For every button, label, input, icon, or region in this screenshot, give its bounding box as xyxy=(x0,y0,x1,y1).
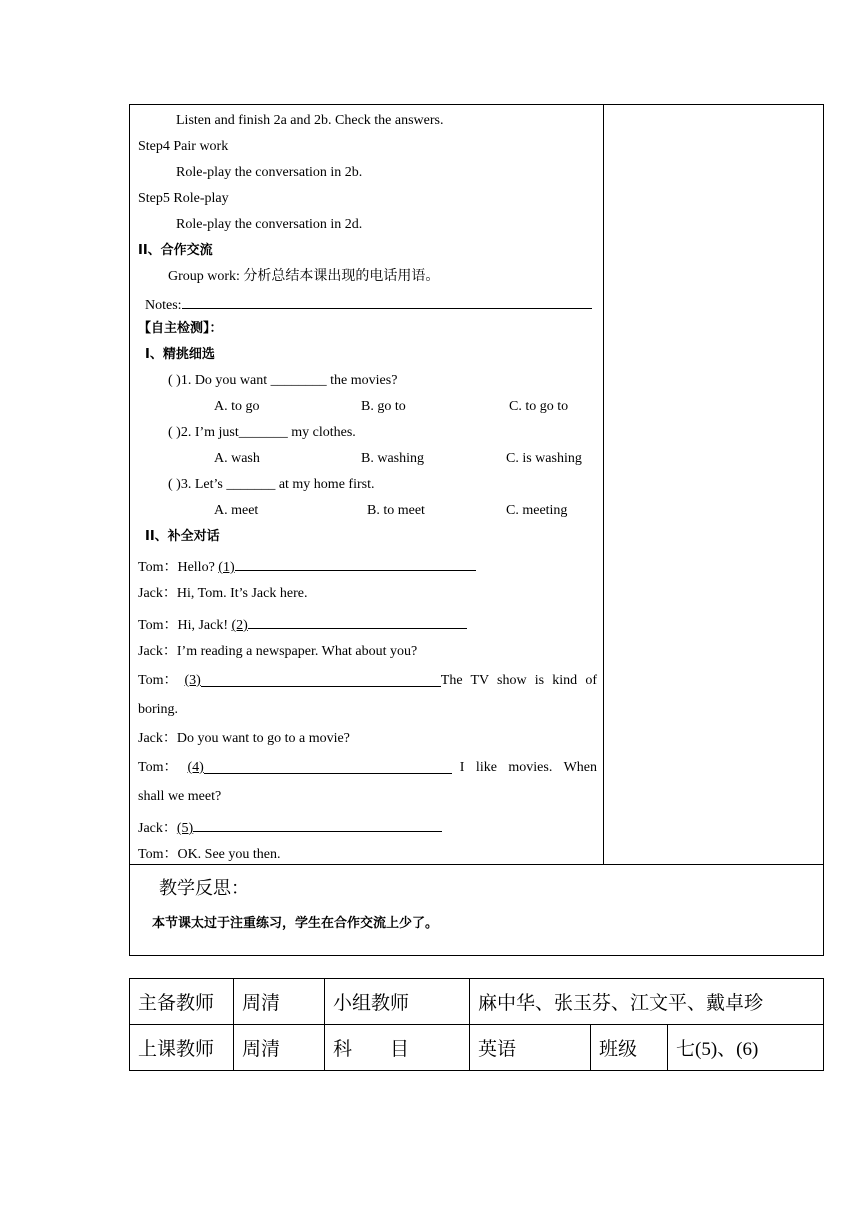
subject-label: 科 目 xyxy=(325,1025,470,1071)
dialogue-line-7 xyxy=(138,759,597,777)
speaker-jack: Jack： xyxy=(138,821,177,836)
question-3-option-b: B. to meet xyxy=(367,503,425,518)
blank-5[interactable] xyxy=(193,817,436,832)
notes-label: Notes: xyxy=(145,298,182,313)
group-work-text: Group work: 分析总结本课出现的电话用语。 xyxy=(168,269,440,284)
blank-5-label: (5) xyxy=(176,821,194,836)
step4-instruction: Role-play the conversation in 2b. xyxy=(176,165,363,180)
speaker-tom: Tom：Hello? xyxy=(138,560,219,575)
speaker-tom: Tom： xyxy=(138,760,178,775)
step5-heading: Step5 Role-play xyxy=(138,191,229,206)
blank-3[interactable] xyxy=(201,672,441,687)
blank-4[interactable] xyxy=(204,759,322,774)
question-2-stem: ( )2. I’m just_______ my clothes. xyxy=(168,425,356,440)
self-test-heading: 【自主检测】： xyxy=(138,321,223,336)
reflection-title: 教学反思： xyxy=(159,878,249,899)
dialogue-line-4: Jack：I’m reading a newspaper. What about you? xyxy=(138,644,418,659)
dialogue-line-8 xyxy=(138,817,442,838)
dialogue-line-7-rest: I like movies. When xyxy=(459,760,597,775)
lead-teacher-label: 主备教师 xyxy=(130,979,234,1025)
table-row xyxy=(130,979,824,1025)
dialogue-line-7-cont: shall we meet? xyxy=(138,789,222,804)
cooperation-heading: II、合作交流 xyxy=(138,243,213,258)
table-row xyxy=(130,1025,824,1071)
column-divider xyxy=(603,104,604,864)
question-3-stem: ( )3. Let’s _______ at my home first. xyxy=(168,477,375,492)
blank-4-label: (4) xyxy=(187,760,204,775)
question-3-option-a: A. meet xyxy=(214,503,259,518)
part1-heading: I、精挑细选 xyxy=(145,347,215,362)
blank-2[interactable] xyxy=(248,614,461,629)
question-1-stem: ( )1. Do you want ________ the movies? xyxy=(168,373,398,388)
dialogue-line-9: Tom：OK. See you then. xyxy=(138,847,281,862)
question-2-option-c: C. is washing xyxy=(506,451,582,466)
class-teacher-name: 周清 xyxy=(234,1025,325,1071)
lead-teacher-name: 周清 xyxy=(234,979,325,1025)
question-3-option-c: C. meeting xyxy=(506,503,568,518)
dialogue-line-5 xyxy=(138,672,597,690)
step3-instruction: Listen and finish 2a and 2b. Check the answers. xyxy=(176,113,444,128)
notes-blank[interactable] xyxy=(182,294,592,309)
class-label: 班级 xyxy=(591,1025,668,1071)
dialogue-line-1 xyxy=(138,556,476,577)
step5-instruction: Role-play the conversation in 2d. xyxy=(176,217,363,232)
blank-3-label: (3) xyxy=(184,673,201,688)
question-2-option-b: B. washing xyxy=(361,451,424,466)
dialogue-line-2: Jack：Hi, Tom. It’s Jack here. xyxy=(138,586,308,601)
reflection-text: 本节课太过于注重练习，学生在合作交流上少了。 xyxy=(152,916,439,931)
dialogue-line-6: Jack：Do you want to go to a movie? xyxy=(138,731,350,746)
dialogue-line-5-rest: The TV show is kind of xyxy=(440,673,597,688)
question-1-option-a: A. to go xyxy=(214,399,260,414)
class-teacher-label: 上课教师 xyxy=(130,1025,234,1071)
question-2-option-a: A. wash xyxy=(214,451,260,466)
reflection-divider xyxy=(129,864,824,865)
speaker-tom: Tom：Hi, Jack! xyxy=(138,618,232,633)
subject-value: 英语 xyxy=(470,1025,591,1071)
teacher-info-table xyxy=(129,978,824,1071)
question-1-option-b: B. go to xyxy=(361,399,406,414)
question-1-option-c: C. to go to xyxy=(509,399,569,414)
blank-1-label: (1) xyxy=(218,560,235,575)
dialogue-line-5-cont: boring. xyxy=(138,702,179,717)
blank-1[interactable] xyxy=(235,556,470,571)
step4-heading: Step4 Pair work xyxy=(138,139,229,154)
group-teachers-names: 麻中华、张玉芬、江文平、戴卓珍 xyxy=(470,979,824,1025)
blank-4-extension[interactable] xyxy=(322,759,452,774)
class-value: 七(5)、(6) xyxy=(668,1025,824,1071)
blank-2-label: (2) xyxy=(231,618,248,633)
dialogue-line-3 xyxy=(138,614,467,635)
notes-line xyxy=(145,294,592,315)
speaker-tom: Tom： xyxy=(138,673,178,688)
part2-heading: II、补全对话 xyxy=(145,529,220,544)
group-teachers-label: 小组教师 xyxy=(325,979,470,1025)
